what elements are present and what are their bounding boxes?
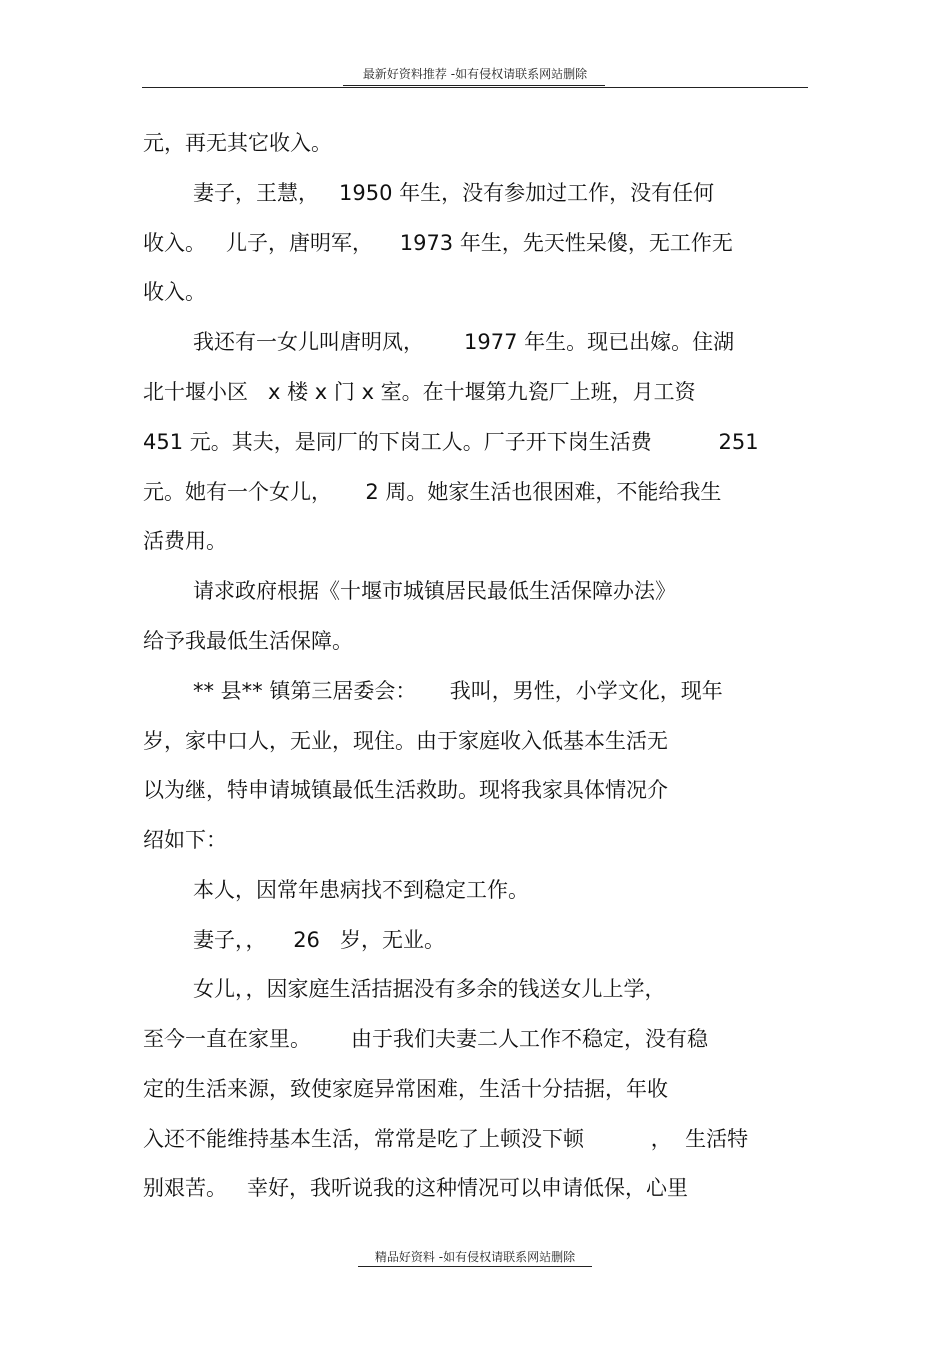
body-line: 给予我最低生活保障。 (143, 629, 353, 653)
body-line: 妻子，， 26 岁，无业。 (193, 928, 445, 952)
page-footer: 精品好资料 -如有侵权请联系网站删除 (374, 1250, 576, 1264)
body-line: 收入。 儿子，唐明军， 1973 年生，先天性呆傻，无工作无 (143, 231, 733, 255)
body-line: 收入。 (143, 280, 206, 304)
header-underline (343, 85, 605, 86)
body-line: 别艰苦。 幸好，我听说我的这种情况可以申请低保，心里 (143, 1176, 689, 1200)
body-line: 以为继，特申请城镇最低生活救助。现将我家具体情况介 (143, 778, 668, 802)
body-line: 请求政府根据《十堰市城镇居民最低生活保障办法》 (193, 579, 676, 603)
body-line: 北十堰小区 x 楼 x 门 x 室。在十堰第九瓷厂上班，月工资 (143, 380, 696, 404)
body-line: ** 县** 镇第三居委会： 我叫，男性，小学文化，现年 (193, 679, 723, 703)
page-header: 最新好资料推荐 -如有侵权请联系网站删除 (362, 67, 588, 81)
body-line: 451 元。其夫，是同厂的下岗工人。厂子开下岗生活费 251 (143, 430, 759, 454)
body-line: 岁，家中口人，无业，现住。由于家庭收入低基本生活无 (143, 729, 668, 753)
body-line: 活费用。 (143, 529, 227, 553)
body-line: 入还不能维持基本生活，常常是吃了上顿没下顿 ， 生活特 (143, 1127, 749, 1151)
body-line: 女儿，，因家庭生活拮据没有多余的钱送女儿上学， (193, 977, 666, 1001)
body-line: 至今一直在家里。 由于我们夫妻二人工作不稳定，没有稳 (143, 1027, 709, 1051)
body-line: 元。她有一个女儿， 2 周。她家生活也很困难，不能给我生 (143, 480, 722, 504)
body-line: 本人，因常年患病找不到稳定工作。 (193, 878, 529, 902)
body-line: 我还有一女儿叫唐明凤， 1977 年生。现已出嫁。住湖 (193, 330, 735, 354)
header-rule (142, 87, 808, 88)
body-line: 妻子，王慧， 1950 年生，没有参加过工作，没有任何 (193, 181, 715, 205)
body-line: 元，再无其它收入。 (143, 131, 332, 155)
body-line: 绍如下： (143, 828, 227, 852)
body-line: 定的生活来源，致使家庭异常困难，生活十分拮据，年收 (143, 1077, 668, 1101)
footer-underline (358, 1266, 592, 1267)
